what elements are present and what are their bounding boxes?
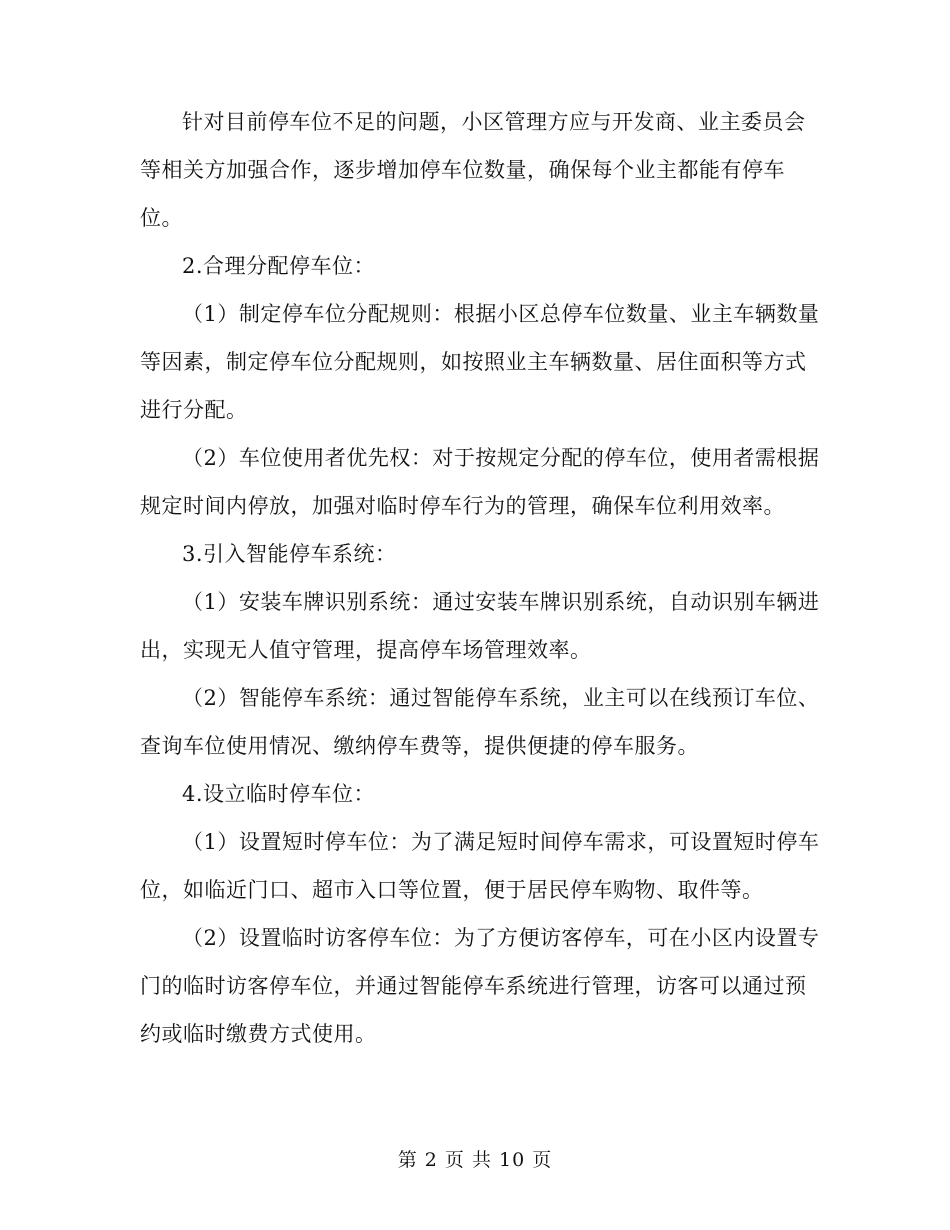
- section-heading-smart-system: 3.引入智能停车系统：: [182, 542, 397, 566]
- section-heading-temporary: 4.设立临时停车位：: [182, 782, 376, 806]
- paragraph-allocation-rules: （1）制定停车位分配规则：根据小区总停车位数量、业主车辆数量等因素，制定停车位分配规则，如按照业主车辆数量、居住面积等方式进行分配。: [140, 302, 820, 422]
- page-number-footer: 第 2 页 共 10 页: [397, 1149, 553, 1171]
- paragraph-intro: 针对目前停车位不足的问题，小区管理方应与开发商、业主委员会等相关方加强合作，逐步增加停车位数量，确保每个业主都能有停车位。: [140, 110, 806, 230]
- paragraph-visitor-parking: （2）设置临时访客停车位：为了方便访客停车，可在小区内设置专门的临时访客停车位，并通过智能停车系统进行管理，访客可以通过预约或临时缴费方式使用。: [140, 926, 820, 1046]
- paragraph-short-term: （1）设置短时停车位：为了满足短时间停车需求，可设置短时停车位，如临近门口、超市入口等位置，便于居民停车购物、取件等。: [140, 830, 820, 902]
- section-heading-allocate: 2.合理分配停车位：: [182, 254, 376, 278]
- paragraph-plate-recognition: （1）安装车牌识别系统：通过安装车牌识别系统，自动识别车辆进出，实现无人值守管理，提高停车场管理效率。: [140, 590, 820, 662]
- document-body: [140, 98, 820, 1058]
- paragraph-smart-parking: （2）智能停车系统：通过智能停车系统，业主可以在线预订车位、查询车位使用情况、缴纳停车费等，提供便捷的停车服务。: [140, 686, 820, 758]
- paragraph-user-priority: （2）车位使用者优先权：对于按规定分配的停车位，使用者需根据规定时间内停放，加强对临时停车行为的管理，确保车位利用效率。: [140, 446, 820, 518]
